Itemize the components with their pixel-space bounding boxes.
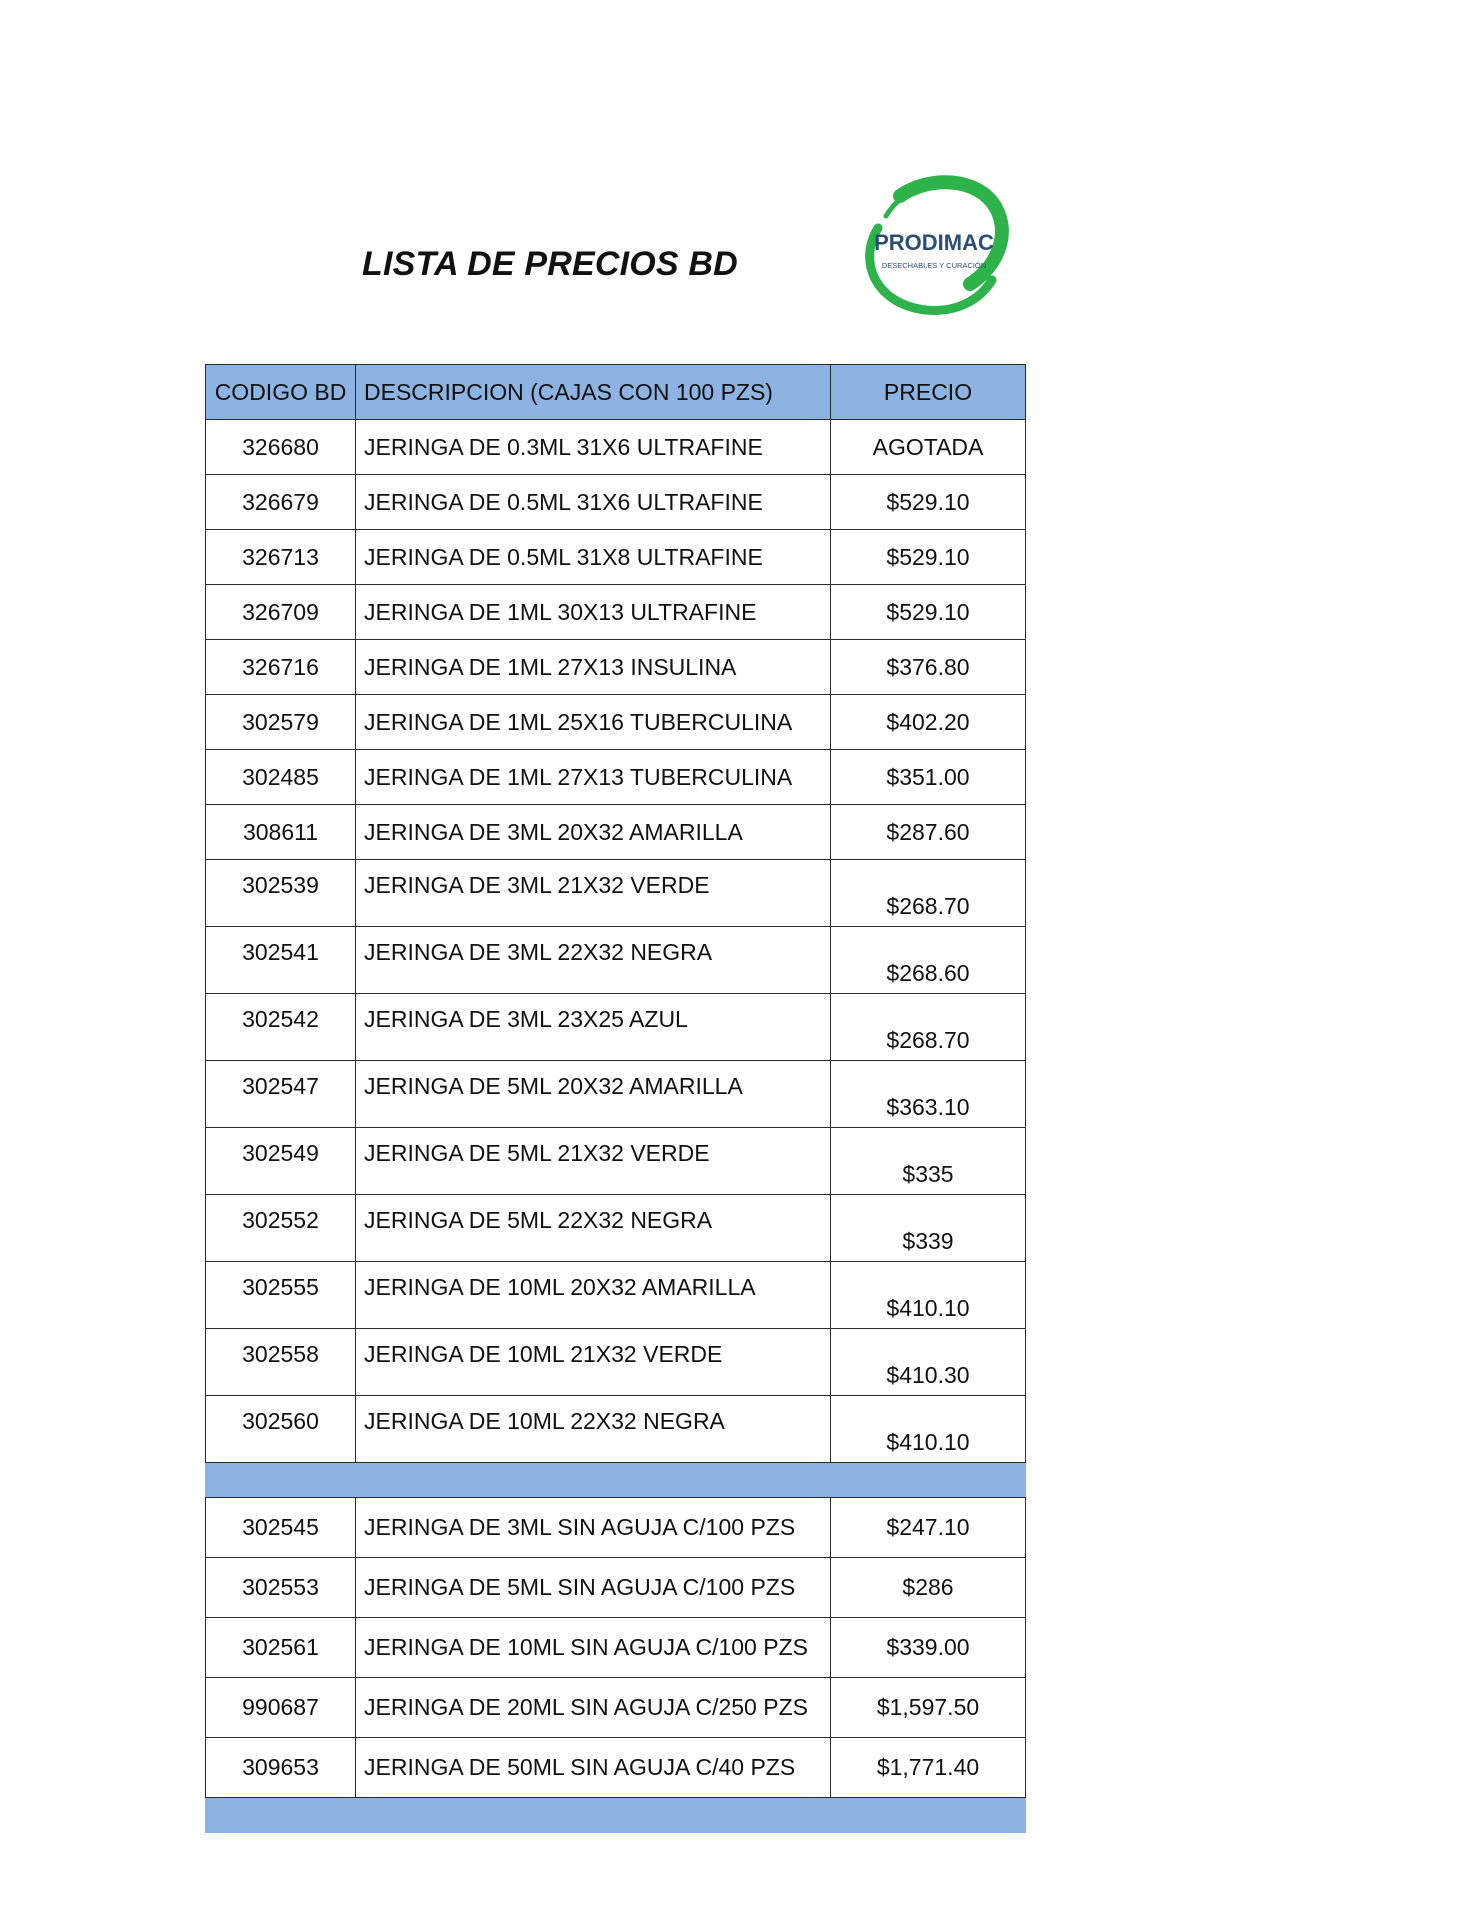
cell-code: 302552 — [206, 1195, 356, 1262]
cell-code: 302545 — [206, 1498, 356, 1558]
cell-description: JERINGA DE 0.3ML 31X6 ULTRAFINE — [356, 420, 831, 475]
cell-price: $287.60 — [831, 805, 1026, 860]
price-list-table — [205, 364, 1026, 1833]
table-row — [206, 1329, 1026, 1396]
table-row — [206, 420, 1026, 475]
cell-code: 302579 — [206, 695, 356, 750]
cell-price: $351.00 — [831, 750, 1026, 805]
cell-price: $529.10 — [831, 475, 1026, 530]
cell-price: $410.30 — [831, 1329, 1026, 1396]
cell-code: 302539 — [206, 860, 356, 927]
logo-wordmark: PRODIMAC — [874, 230, 994, 255]
cell-code: 302560 — [206, 1396, 356, 1463]
cell-code: 990687 — [206, 1678, 356, 1738]
table-row — [206, 1618, 1026, 1678]
header-description: DESCRIPCION (CAJAS CON 100 PZS) — [356, 365, 831, 420]
cell-price: $376.80 — [831, 640, 1026, 695]
table-row — [206, 530, 1026, 585]
table-row — [206, 640, 1026, 695]
footer-band-cell — [206, 1798, 1026, 1833]
cell-description: JERINGA DE 10ML 22X32 NEGRA — [356, 1396, 831, 1463]
table-row — [206, 1195, 1026, 1262]
cell-description: JERINGA DE 1ML 25X16 TUBERCULINA — [356, 695, 831, 750]
cell-code: 302553 — [206, 1558, 356, 1618]
cell-price: $268.60 — [831, 927, 1026, 994]
cell-price: $1,597.50 — [831, 1678, 1026, 1738]
cell-description: JERINGA DE 0.5ML 31X6 ULTRAFINE — [356, 475, 831, 530]
cell-description: JERINGA DE 3ML 22X32 NEGRA — [356, 927, 831, 994]
cell-description: JERINGA DE 10ML 21X32 VERDE — [356, 1329, 831, 1396]
table-row — [206, 927, 1026, 994]
table-row — [206, 860, 1026, 927]
cell-price: $286 — [831, 1558, 1026, 1618]
table-row — [206, 1678, 1026, 1738]
company-logo — [848, 172, 1012, 316]
table-row — [206, 1396, 1026, 1463]
cell-description: JERINGA DE 1ML 27X13 INSULINA — [356, 640, 831, 695]
cell-price: $268.70 — [831, 860, 1026, 927]
cell-description: JERINGA DE 5ML 22X32 NEGRA — [356, 1195, 831, 1262]
header-row — [206, 365, 1026, 420]
cell-price: $268.70 — [831, 994, 1026, 1061]
table-row — [206, 1738, 1026, 1798]
table-row — [206, 1262, 1026, 1329]
cell-price: $335 — [831, 1128, 1026, 1195]
cell-code: 302549 — [206, 1128, 356, 1195]
cell-code: 302555 — [206, 1262, 356, 1329]
divider-cell — [206, 1463, 1026, 1498]
cell-description: JERINGA DE 5ML 20X32 AMARILLA — [356, 1061, 831, 1128]
cell-price: $402.20 — [831, 695, 1026, 750]
table-row — [206, 475, 1026, 530]
cell-code: 302547 — [206, 1061, 356, 1128]
table-row — [206, 750, 1026, 805]
cell-description: JERINGA DE 3ML 21X32 VERDE — [356, 860, 831, 927]
cell-price: $363.10 — [831, 1061, 1026, 1128]
cell-code: 302542 — [206, 994, 356, 1061]
section-divider — [206, 1463, 1026, 1498]
cell-code: 302561 — [206, 1618, 356, 1678]
cell-description: JERINGA DE 1ML 30X13 ULTRAFINE — [356, 585, 831, 640]
table-row — [206, 994, 1026, 1061]
cell-code: 308611 — [206, 805, 356, 860]
cell-code: 326716 — [206, 640, 356, 695]
cell-description: JERINGA DE 3ML 20X32 AMARILLA — [356, 805, 831, 860]
cell-price: $410.10 — [831, 1396, 1026, 1463]
cell-code: 326713 — [206, 530, 356, 585]
cell-description: JERINGA DE 5ML 21X32 VERDE — [356, 1128, 831, 1195]
logo-tagline: DESECHABLES Y CURACIÓN — [881, 261, 987, 270]
table-row — [206, 1061, 1026, 1128]
table-row — [206, 1558, 1026, 1618]
table-row — [206, 1128, 1026, 1195]
cell-code: 326680 — [206, 420, 356, 475]
cell-price: $339 — [831, 1195, 1026, 1262]
cell-price: $1,771.40 — [831, 1738, 1026, 1798]
cell-price: $410.10 — [831, 1262, 1026, 1329]
cell-code: 326679 — [206, 475, 356, 530]
cell-description: JERINGA DE 3ML SIN AGUJA C/100 PZS — [356, 1498, 831, 1558]
cell-code: 309653 — [206, 1738, 356, 1798]
cell-description: JERINGA DE 20ML SIN AGUJA C/250 PZS — [356, 1678, 831, 1738]
header-code: CODIGO BD — [206, 365, 356, 420]
cell-price: $247.10 — [831, 1498, 1026, 1558]
page-title: LISTA DE PRECIOS BD — [362, 245, 738, 283]
cell-price: $339.00 — [831, 1618, 1026, 1678]
cell-code: 302558 — [206, 1329, 356, 1396]
cell-description: JERINGA DE 10ML SIN AGUJA C/100 PZS — [356, 1618, 831, 1678]
cell-code: 326709 — [206, 585, 356, 640]
prodimac-logo-graphic — [848, 172, 1012, 316]
cell-description: JERINGA DE 1ML 27X13 TUBERCULINA — [356, 750, 831, 805]
header-price: PRECIO — [831, 365, 1026, 420]
cell-code: 302541 — [206, 927, 356, 994]
cell-price: AGOTADA — [831, 420, 1026, 475]
table-header — [206, 365, 1026, 420]
cell-description: JERINGA DE 10ML 20X32 AMARILLA — [356, 1262, 831, 1329]
cell-code: 302485 — [206, 750, 356, 805]
cell-price: $529.10 — [831, 585, 1026, 640]
table-footer-band — [206, 1798, 1026, 1833]
cell-description: JERINGA DE 0.5ML 31X8 ULTRAFINE — [356, 530, 831, 585]
cell-description: JERINGA DE 5ML SIN AGUJA C/100 PZS — [356, 1558, 831, 1618]
table-row — [206, 695, 1026, 750]
table-row — [206, 585, 1026, 640]
table-row — [206, 805, 1026, 860]
cell-description: JERINGA DE 3ML 23X25 AZUL — [356, 994, 831, 1061]
cell-description: JERINGA DE 50ML SIN AGUJA C/40 PZS — [356, 1738, 831, 1798]
cell-price: $529.10 — [831, 530, 1026, 585]
table-body — [206, 420, 1026, 1833]
table-row — [206, 1498, 1026, 1558]
